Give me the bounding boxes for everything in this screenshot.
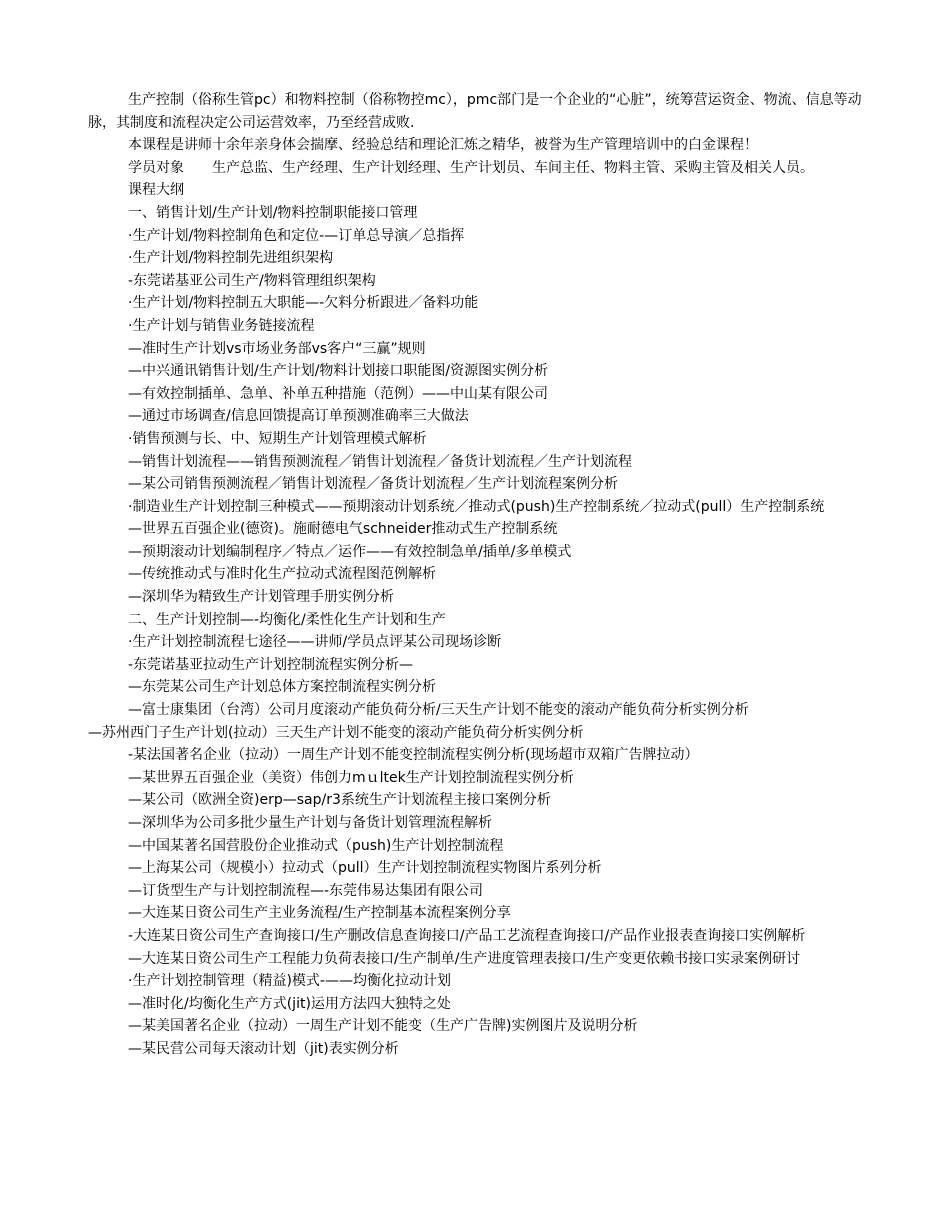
paragraph-line: ·生产计划与销售业务链接流程 [128,317,315,334]
document-body [88,89,863,1061]
paragraph-line: —某民营公司每天滚动计划（jit)表实例分析 [128,1040,399,1057]
paragraph-line: —销售计划流程——销售预测流程／销售计划流程／备货计划流程／生产计划流程 [128,453,632,470]
paragraph-line: -东莞诺基亚公司生产/物料管理组织架构 [128,272,376,289]
paragraph-line: —预期滚动计划编制程序／特点／运作——有效控制急单/插单/多单模式 [128,543,572,560]
paragraph-line: —订货型生产与计划控制流程—-东莞伟易达集团有限公司 [128,882,484,899]
paragraph-line: —某公司（欧洲全资)erp—sap/r3系统生产计划流程主接口案例分析 [128,792,551,809]
paragraph-line: —深圳华为公司多批少量生产计划与备货计划管理流程解析 [128,815,492,831]
paragraph-line: -某法国著名企业（拉动）一周生产计划不能变控制流程实例分析(现场超市双箱广告牌拉动） [128,747,699,764]
paragraph-line: 本课程是讲师十余年亲身体会揣摩、经验总结和理论汇炼之精华，被誉为生产管理培训中的白金课程！ [128,137,758,154]
paragraph-line: —大连某日资公司生产主业务流程/生产控制基本流程案例分享 [128,905,511,922]
paragraph-line: 生产控制（俗称生管pc）和物料控制（俗称物控mc），pmc部门是一个企业的“心脏”，统筹营运资金、物流、信息等动脉，其制度和流程决定公司运营效率，乃至经营成败. [88,92,862,131]
paragraph-line: 课程大纲 [128,182,184,199]
paragraph-line: —中兴通讯销售计划/生产计划/物料计划接口职能图/资源图实例分析 [128,363,549,380]
paragraph-line: —苏州西门子生产计划(拉动）三天生产计划不能变的滚动产能负荷分析实例分析 [88,724,584,741]
paragraph-line: ·生产计划控制流程七途径——讲师/学员点评某公司现场诊断 [128,634,502,651]
paragraph-line: ·生产计划控制管理（精益)模式-——均衡化拉动计划 [128,973,451,990]
paragraph-line: —大连某日资公司生产工程能力负荷表接口/生产制单/生产进度管理表接口/生产变更依赖书接口实录案例研讨 [128,950,801,967]
paragraph-line: —传统推动式与准时化生产拉动式流程图范例解析 [128,566,436,583]
paragraph-line: —中国某著名国营股份企业推动式（push)生产计划控制流程 [128,837,504,854]
paragraph-line: —东莞某公司生产计划总体方案控制流程实例分析 [128,679,436,696]
paragraph-line: ·生产计划/物料控制先进组织架构 [128,250,334,267]
paragraph-line: -大连某日资公司生产查询接口/生产删改信息查询接口/产品工艺流程查询接口/产品作业报表查询接口实例解析 [128,927,806,944]
paragraph-line: —深圳华为精致生产计划管理手册实例分析 [128,589,394,606]
paragraph-line: 学员对象 生产总监、生产经理、生产计划经理、生产计划员、车间主任、物料主管、采购主管及相关人员。 [128,159,814,176]
paragraph-line: —某公司销售预测流程／销售计划流程／备货计划流程／生产计划流程案例分析 [128,476,618,493]
paragraph-line: —富士康集团（台湾）公司月度滚动产能负荷分析/三天生产计划不能变的滚动产能负荷分析实例分析 [128,702,749,719]
paragraph-line: ·销售预测与长、中、短期生产计划管理模式解析 [128,430,427,447]
paragraph-line: —有效控制插单、急单、补单五种措施（范例）——中山某有限公司 [128,385,548,402]
paragraph-line: —准时化/均衡化生产方式(jit)运用方法四大独特之处 [128,995,451,1012]
paragraph-line: —上海某公司（规模小）拉动式（pull）生产计划控制流程实物图片系列分析 [128,860,602,877]
paragraph-line: ·制造业生产计划控制三种模式——预期滚动计划系统／推动式(push)生产控制系统／拉动式(pull）生产控制系统 [128,498,825,515]
paragraph-line: -东莞诺基亚拉动生产计划控制流程实例分析— [128,656,414,673]
paragraph-line: 二、生产计划控制—-均衡化/柔性化生产计划和生产 [128,611,446,628]
paragraph-line: —某世界五百强企业（美资）伟创力mｕltek生产计划控制流程实例分析 [128,769,574,786]
paragraph-line: —通过市场调查/信息回馈提高订单预测准确率三大做法 [128,408,469,425]
paragraph-line: —准时生产计划vs市场业务部vs客户“三赢”规则 [128,340,426,357]
paragraph-line: ·生产计划/物料控制角色和定位-—订单总导演／总指挥 [128,227,465,244]
paragraph-line: 一、销售计划/生产计划/物料控制职能接口管理 [128,204,418,221]
paragraph-line: ·生产计划/物料控制五大职能—-欠料分析跟进／备料功能 [128,295,479,312]
paragraph-line: —某美国著名企业（拉动）一周生产计划不能变（生产广告牌)实例图片及说明分析 [128,1018,638,1035]
paragraph-line: —世界五百强企业(德资)。施耐德电气schneider推动式生产控制系统 [128,521,558,538]
